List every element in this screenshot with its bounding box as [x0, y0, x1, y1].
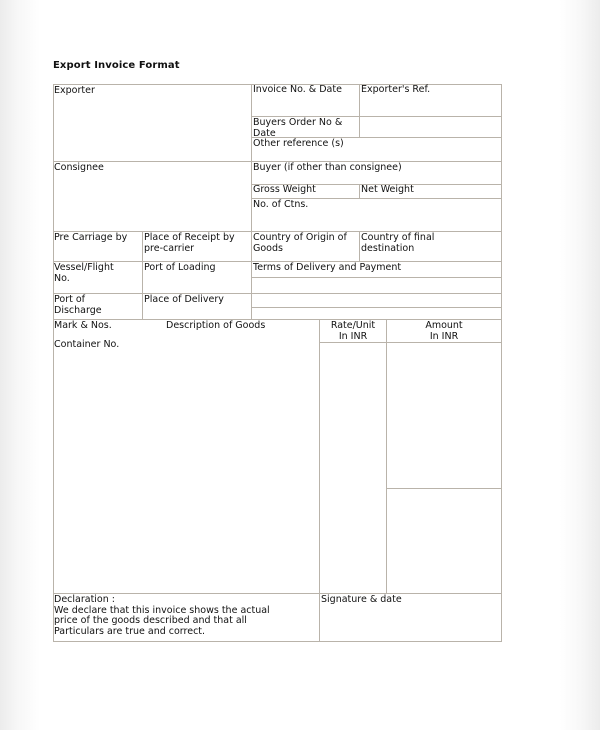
container-no-label: Container No. — [54, 339, 120, 350]
port-of-loading-label: Port of Loading — [144, 262, 216, 273]
port-of-discharge-label: Port of Discharge — [54, 294, 102, 316]
rate-unit-label: Rate/Unit In INR — [330, 320, 376, 342]
exporters-ref-label: Exporter's Ref. — [361, 84, 431, 95]
amount-label: Amount In INR — [425, 320, 463, 342]
gross-weight-label: Gross Weight — [253, 184, 316, 195]
place-of-receipt-label: Place of Receipt by pre-carrier — [144, 232, 235, 254]
exporter-label: Exporter — [54, 85, 95, 96]
page-title: Export Invoice Format — [53, 60, 180, 71]
vessel-flight-label: Vessel/Flight No. — [54, 262, 114, 284]
buyer-label: Buyer (if other than consignee) — [253, 162, 402, 173]
description-of-goods-label: Description of Goods — [166, 320, 266, 331]
place-of-delivery-label: Place of Delivery — [144, 294, 224, 305]
country-of-origin-label: Country of Origin of Goods — [253, 232, 347, 254]
buyers-order-label: Buyers Order No & Date — [253, 117, 343, 139]
terms-delivery-payment-label: Terms of Delivery and Payment — [253, 262, 402, 273]
net-weight-label: Net Weight — [361, 184, 414, 195]
invoice-no-date-label: Invoice No. & Date — [253, 84, 342, 95]
pre-carriage-label: Pre Carriage by — [54, 232, 128, 243]
consignee-label: Consignee — [54, 162, 104, 173]
signature-date-label: Signature & date — [321, 594, 402, 605]
declaration-text: Declaration : We declare that this invoice shows the actual price of the goods described and that all Particulars are true and correct. — [54, 594, 270, 637]
no-of-ctns-label: No. of Ctns. — [253, 199, 309, 210]
country-final-destination-label: Country of final destination — [361, 232, 435, 254]
mark-nos-label: Mark & Nos. — [54, 320, 112, 331]
other-reference-label: Other reference (s) — [253, 138, 344, 149]
